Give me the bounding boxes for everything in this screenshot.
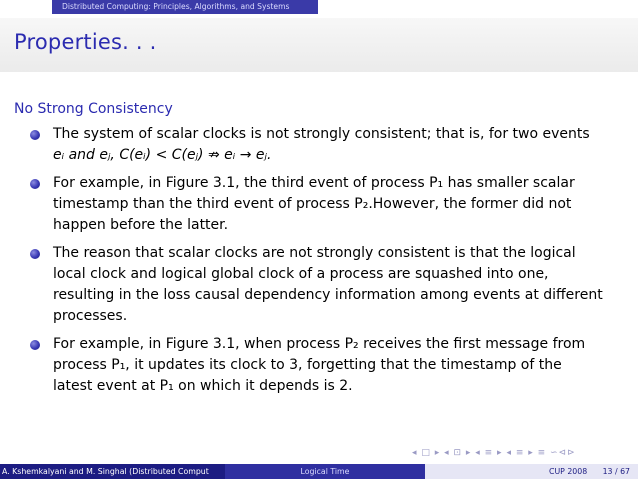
bullet-ball-icon (30, 340, 40, 350)
bullet-item-2 (0, 173, 638, 236)
block-title: No Strong Consistency (14, 101, 173, 117)
bullet-line: timestamp than the third event of process P₂.However, the former did not (53, 196, 572, 212)
bullet-item-3 (0, 243, 638, 327)
bullet-line: The reason that scalar clocks are not strongly consistent is that the logical (53, 245, 576, 261)
footer-topic[interactable]: Logical Time (225, 464, 425, 479)
footer-page-number: 13 / 67 (602, 467, 630, 476)
bullet-ball-icon (30, 249, 40, 259)
bullet-line: For example, in Figure 3.1, the third event of process P₁ has smaller scalar (53, 175, 575, 191)
footer-authors[interactable]: A. Kshemkalyani and M. Singhal (Distributed Comput (0, 464, 225, 479)
bullet-line: process P₁, it updates its clock to 3, forgetting that the timestamp of the (53, 357, 562, 373)
bullet-line-math: eᵢ and eⱼ, C(eᵢ) < C(eⱼ) ⇏ eᵢ → eⱼ. (53, 147, 272, 163)
bullet-ball-icon (30, 179, 40, 189)
bullet-ball-icon (30, 130, 40, 140)
footer-bar (0, 464, 638, 479)
bullet-line: resulting in the loss causal dependency information among events at different (53, 287, 603, 303)
bullet-line: For example, in Figure 3.1, when process P₂ receives the first message from (53, 336, 586, 352)
header-section-title[interactable]: Distributed Computing: Principles, Algorithms, and Systems (62, 2, 290, 11)
navigation-symbols[interactable]: ◂ □ ▸ ◂ ⊡ ▸ ◂ ≡ ▸ ◂ ≡ ▸ ≡ ∽⊲⊳ (412, 448, 576, 458)
footer-venue: CUP 2008 (549, 467, 588, 476)
bullet-line: latest event at P₁ on which it depends is 2. (53, 378, 353, 394)
bullet-list (0, 124, 638, 404)
bullet-line: processes. (53, 308, 128, 324)
frame-title-bar (0, 18, 638, 72)
frame-title: Properties. . . (14, 30, 157, 54)
bullet-line: The system of scalar clocks is not strongly consistent; that is, for two events (53, 126, 590, 142)
bullet-item-4 (0, 334, 638, 397)
bullet-line: happen before the latter. (53, 217, 229, 233)
bullet-line: local clock and logical global clock of a process are squashed into one, (53, 266, 549, 282)
bullet-item-1 (0, 124, 638, 166)
footer-right (425, 464, 638, 479)
header-bar (0, 0, 638, 14)
